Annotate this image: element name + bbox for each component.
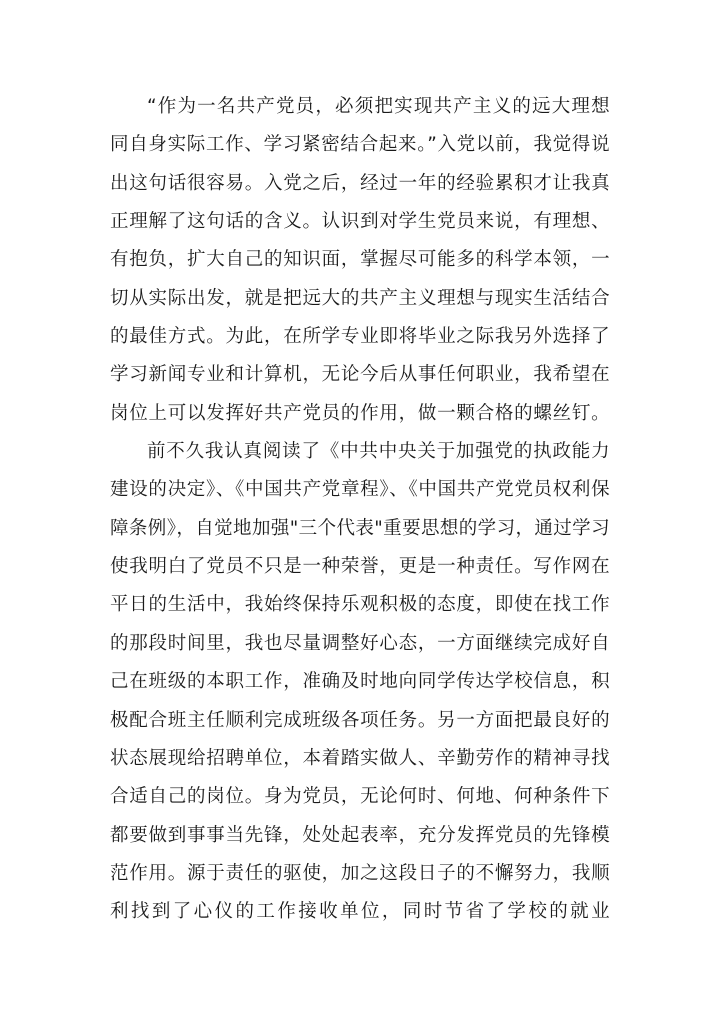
- body-text: [110, 88, 610, 932]
- paragraph-1: “作为一名共产党员，必须把实现共产主义的远大理想同自身实际工作、学习紧密结合起来。”入党以前，我觉得说出这句话很容易。入党之后，经过一年的经验累积才让我真正理解了这句话的含义。认识到对学生党员来说，有理想、有抱负，扩大自己的知识面，掌握尽可能多的科学本领，一切从实际出发，就是把远大的共产主义理想与现实生活结合的最佳方式。为此，在所学专业即将毕业之际我另外选择了学习新闻专业和计算机，无论今后从事任何职业，我希望在岗位上可以发挥好共产党员的作用，做一颗合格的螺丝钉。: [110, 96, 610, 424]
- paragraph-2: 前不久我认真阅读了《中共中央关于加强党的执政能力建设的决定》、《中国共产党章程》、《中国共产党党员权利保障条例》，自觉地加强"三个代表"重要思想的学习，通过学习使我明白了党员不只是一种荣誉，更是一种责任。写作网在平日的生活中，我始终保持乐观积极的态度，即使在找工作的那段时间里，我也尽量调整好心态，一方面继续完成好自己在班级的本职工作，准确及时地向同学传达学校信息，积极配合班主任顺利完成班级各项任务。另一方面把最良好的状态展现给招聘单位，本着踏实做人、辛勤劳作的精神寻找合适自己的岗位。身为党员，无论何时、何地、何种条件下都要做到事事当先锋，处处起表率，充分发挥党员的先锋模范作用。源于责任的驱使，加之这段日子的不懈努力，我顺利找到了心仪的工作接收单位，同时节省了学校的就业: [110, 441, 610, 923]
